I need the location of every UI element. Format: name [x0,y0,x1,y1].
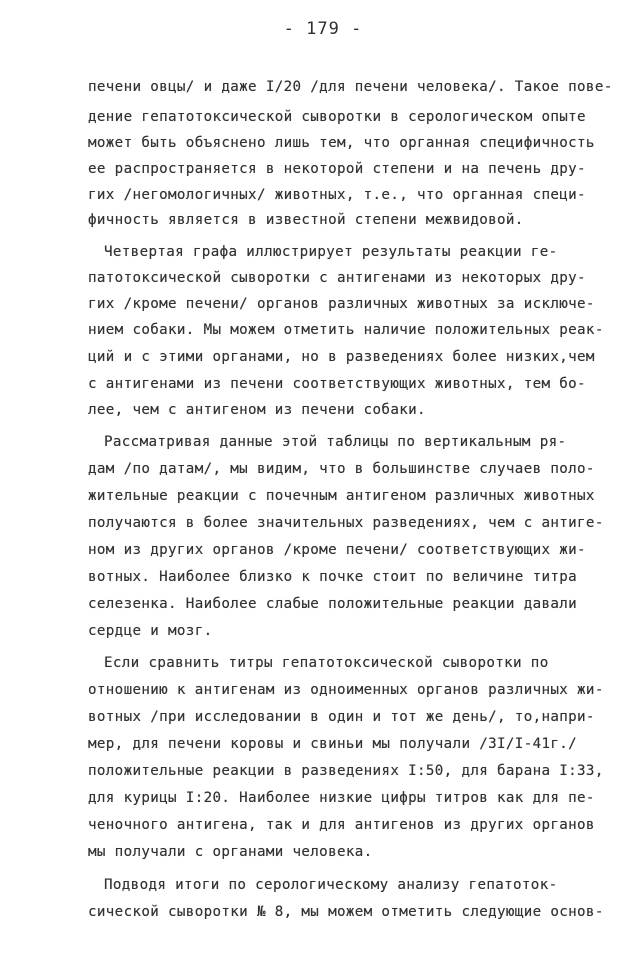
text-line: ее распространяется в некоторой степени и на печень дру- [88,161,586,177]
paragraph-first-line: Если сравнить титры гепатотоксической сыворотки по [104,655,549,671]
text-line: вотных. Наиболее близко к почке стоит по величине титра [88,569,578,585]
paragraph-first-line: Рассматривая данные этой таблицы по вертикальным ря- [104,434,567,450]
text-line: сической сыворотки № 8, мы можем отметить следующие основ- [88,904,604,920]
text-line: жительные реакции с почечным антигеном различных животных [88,488,595,504]
paragraph-first-line: Подводя итоги по серологическому анализу гепатоток- [104,877,558,893]
text-line: гих /негомологичных/ животных, т.е., что органная специ- [88,187,586,203]
paragraph-first-line: Четвертая графа иллюстрирует результаты реакции ге- [104,244,558,260]
text-line: гих /кроме печени/ органов различных животных за исключе- [88,296,595,312]
text-line: селезенка. Наиболее слабые положительные реакции давали [88,596,578,612]
text-line: печени овцы/ и даже I/20 /для печени человека/. Такое пове- [88,79,613,95]
text-line: мы получали с органами человека. [88,844,373,860]
text-line: ций и с этими органами, но в разведениях более низких,чем [88,349,595,365]
text-line: мер, для печени коровы и свиньи мы получали /3I/I-41г./ [88,736,578,752]
text-line: лее, чем с антигеном из печени собаки. [88,402,426,418]
text-line: вотных /при исследовании в один и тот же день/, то,напри- [88,709,595,725]
text-line: ченочного антигена, так и для антигенов из других органов [88,817,595,833]
text-line: получаются в более значительных разведениях, чем с антиге- [88,515,604,531]
text-line: для курицы I:20. Наиболее низкие цифры титров как для пе- [88,790,595,806]
text-line: может быть объяснено лишь тем, что органная специфичность [88,135,595,151]
text-line: с антигенами из печени соответствующих животных, тем бо- [88,376,586,392]
text-line: нием собаки. Мы можем отметить наличие положительных реак- [88,322,604,338]
page-number: - 179 - [283,19,363,39]
text-line: отношению к антигенам из одноименных органов различных жи- [88,682,604,698]
text-line: дение гепатотоксической сыворотки в серологическом опыте [88,109,586,125]
text-line: фичность является в известной степени межвидовой. [88,212,524,228]
text-line: сердце и мозг. [88,623,213,639]
text-line: ном из других органов /кроме печени/ соответствующих жи- [88,542,586,558]
text-line: дам /по датам/, мы видим, что в большинстве случаев поло- [88,461,595,477]
text-line: патотоксической сыворотки с антигенами из некоторых дру- [88,270,586,286]
text-line: положительные реакции в разведениях I:50, для барана I:33, [88,763,604,779]
